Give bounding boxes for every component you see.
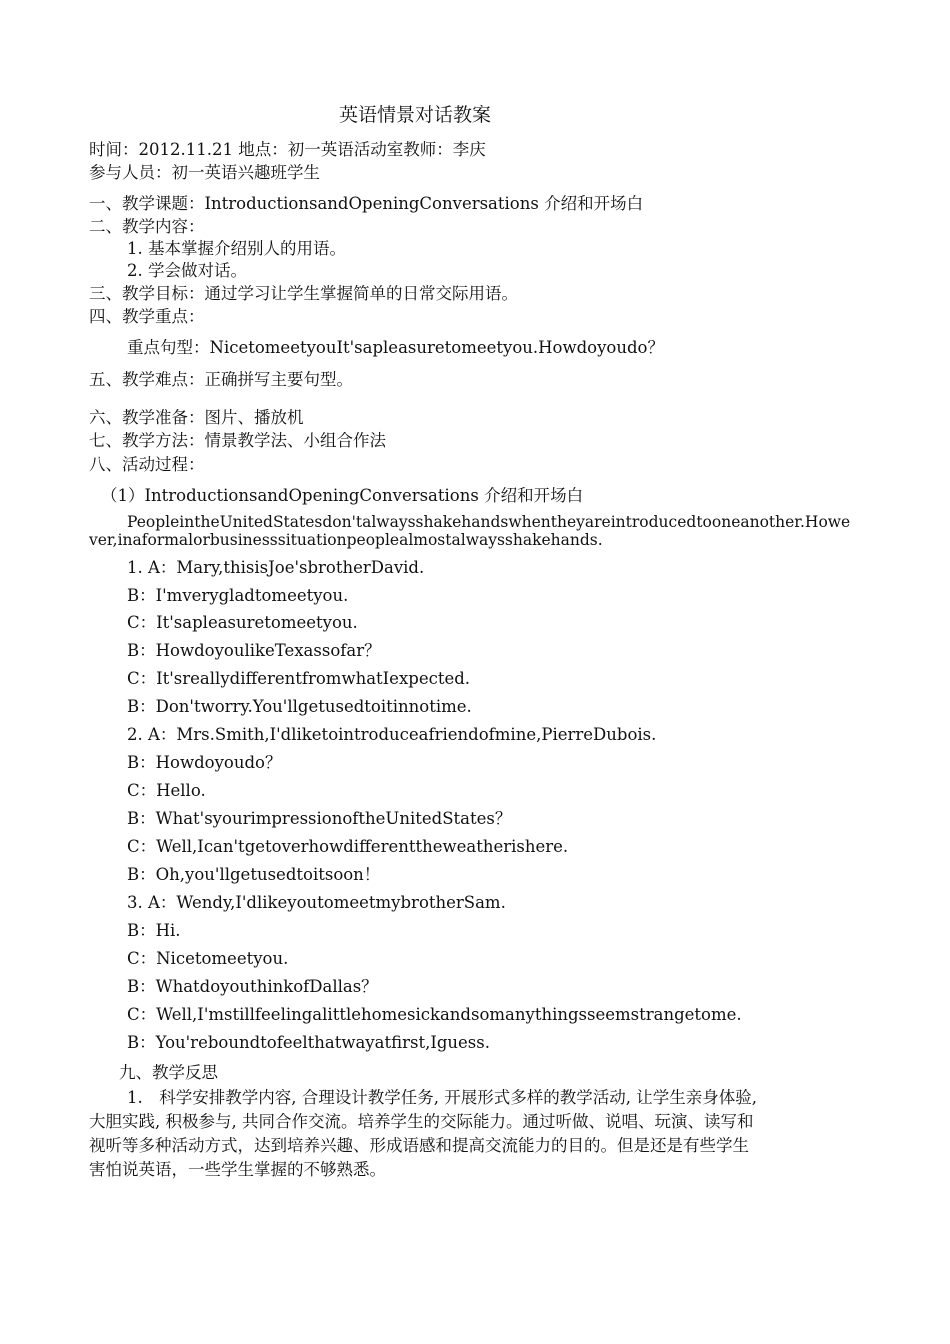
dialogue-line: 3. A：Wendy,I'dlikeyoutomeetmybrotherSam. (127, 893, 506, 912)
dialogue-line: B：What'syourimpressionoftheUnitedStates？ (127, 809, 512, 828)
key-sentence-patterns: 重点句型：NicetomeetyouIt'sapleasuretomeetyou.Howdoyoudo？ (127, 338, 664, 357)
dialogue-line: B：HowdoyoulikeTexassofar？ (127, 641, 381, 660)
dialogue-line: C：Hello. (127, 781, 206, 800)
document-title: 英语情景对话教案 (338, 104, 491, 126)
dialogue-line: B：You'reboundtofeelthatwayatfirst,Iguess. (127, 1033, 490, 1052)
section-content-heading: 二、教学内容： (89, 217, 205, 236)
dialogue-line: 1. A：Mary,thisisJoe'sbrotherDavid. (127, 558, 425, 577)
section-preparation: 六、教学准备：图片、播放机 (89, 408, 304, 427)
activity-heading: （1）IntroductionsandOpeningConversations 介绍和开场白 (101, 486, 584, 505)
reflection-line: 1. 科学安排教学内容, 合理设计教学任务, 开展形式多样的教学活动, 让学生亲身体验, (127, 1088, 757, 1107)
section-methods: 七、教学方法：情景教学法、小组合作法 (89, 431, 386, 450)
dialogue-line: B：WhatdoyouthinkofDallas？ (127, 977, 378, 996)
dialogue-line: B：I'mverygladtomeetyou. (127, 586, 349, 605)
section-key-points-heading: 四、教学重点： (89, 307, 205, 326)
dialogue-line: C：It'sreallydifferentfromwhatIexpected. (127, 669, 471, 688)
reflection-line: 害怕说英语，一些学生掌握的不够熟悉。 (89, 1160, 386, 1179)
meta-time-location-teacher: 时间：2012.11.21 地点：初一英语活动室教师：李庆 (89, 140, 486, 159)
dialogue-line: C：Nicetomeetyou. (127, 949, 289, 968)
dialogue-line: B：Don'tworry.You'llgetusedtoitinnotime. (127, 697, 472, 716)
content-item-2: 2. 学会做对话。 (127, 261, 247, 280)
dialogue-line: C：It'sapleasuretomeetyou. (127, 613, 358, 632)
reflection-line: 视听等多种活动方式，达到培养兴趣、形成语感和提高交流能力的目的。但是还是有些学生 (89, 1136, 749, 1155)
meta-participants: 参与人员：初一英语兴趣班学生 (89, 163, 320, 182)
section-process-heading: 八、活动过程： (89, 455, 205, 474)
section-objective: 三、教学目标：通过学习让学生掌握简单的日常交际用语。 (89, 284, 518, 303)
dialogue-line: B：Howdoyoudo？ (127, 753, 282, 772)
content-item-1: 1. 基本掌握介绍别人的用语。 (127, 239, 346, 258)
dialogue-line: C：Well,I'mstillfeelingalittlehomesickandsomanythingsseemstrangetome. (127, 1005, 742, 1024)
section-difficulty: 五、教学难点：正确拼写主要句型。 (89, 370, 353, 389)
dialogue-line: B：Hi. (127, 921, 181, 940)
dialogue-line: B：Oh,you'llgetusedtoitsoon！ (127, 865, 381, 884)
dialogue-line: C：Well,Ican'tgetoverhowdifferenttheweatherishere. (127, 837, 569, 856)
reflection-line: 大胆实践, 积极参与, 共同合作交流。培养学生的交际能力。通过听做、说唱、玩演、读写和 (89, 1112, 754, 1131)
dialogue-line: 2. A：Mrs.Smith,I'dliketointroduceafriendofmine,PierreDubois. (127, 725, 657, 744)
section-topic: 一、教学课题：IntroductionsandOpeningConversations 介绍和开场白 (89, 194, 644, 213)
activity-intro-paragraph: PeopleintheUnitedStatesdon'talwaysshakehandswhentheyareintroducedtooneanother.However,inaformalorbusinesssituationpeoplealmostalwaysshakehands. (89, 513, 851, 549)
reflection-heading: 九、教学反思 (119, 1063, 218, 1082)
